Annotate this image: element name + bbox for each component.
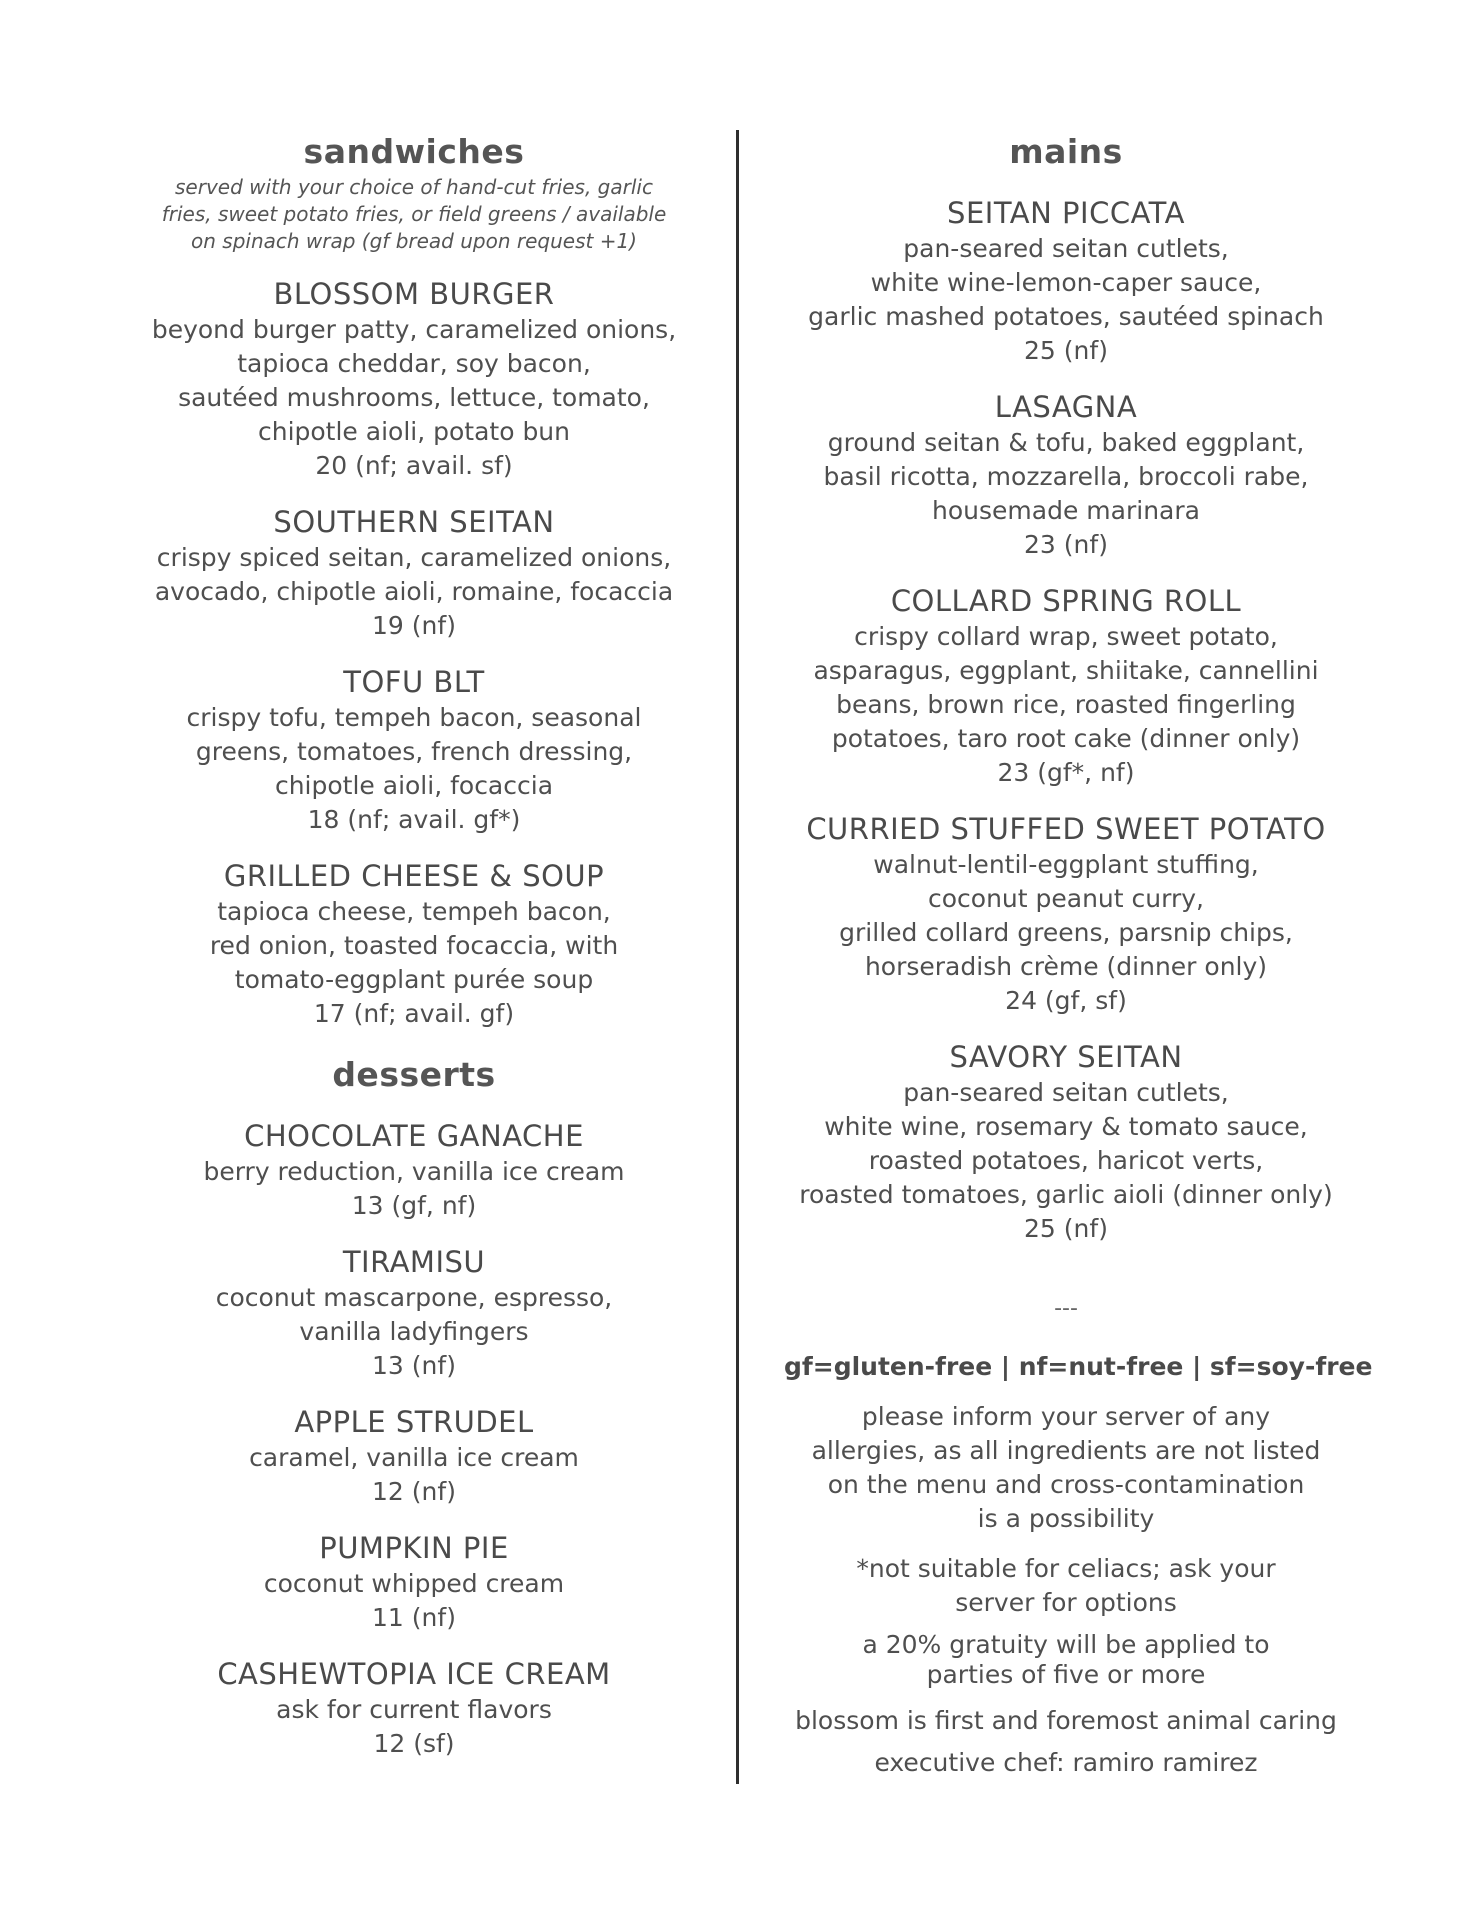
menu-item-name: TIRAMISU: [342, 1245, 486, 1279]
sandwiches-title: sandwiches: [303, 132, 525, 171]
menu-item-name: COLLARD SPRING ROLL: [890, 584, 1242, 618]
menu-item-description: walnut-lentil-eggplant stuffing, coconut peanut curry, grilled collard greens, parsnip chips, horseradish crème (dinner only): [839, 850, 1293, 981]
desserts-list: [120, 1117, 708, 1761]
mains-list: [784, 194, 1348, 1246]
menu-item-name: SEITAN PICCATA: [947, 196, 1185, 230]
menu-item: [784, 194, 1348, 368]
right-column: [784, 130, 1373, 1780]
separator: ---: [1054, 1296, 1078, 1321]
menu-item-price: 19 (nf): [372, 611, 456, 640]
diet-legend: gf=gluten-free | nf=nut-free | sf=soy-free: [784, 1352, 1373, 1381]
menu-item-price: 25 (nf): [1024, 1214, 1108, 1243]
chef-credit: executive chef: ramiro ramirez: [874, 1748, 1258, 1777]
menu-item-name: LASAGNA: [994, 390, 1138, 424]
menu-item-price: 18 (nf; avail. gf*): [307, 805, 521, 834]
menu-item: [120, 1655, 708, 1761]
menu-item: [784, 810, 1348, 1018]
menu-item-price: 13 (nf): [372, 1351, 456, 1380]
menu-item-price: 12 (nf): [372, 1477, 456, 1506]
menu-item-price: 24 (gf, sf): [1005, 986, 1127, 1015]
menu-item-price: 23 (gf*, nf): [997, 758, 1135, 787]
menu-item-name: APPLE STRUDEL: [294, 1405, 534, 1439]
menu-item-price: 11 (nf): [372, 1603, 456, 1632]
menu-item-description: crispy collard wrap, sweet potato, asparagus, eggplant, shiitake, cannellini beans, brown rice, roasted fingerling potatoes, taro root cake (dinner only): [813, 622, 1319, 753]
menu-item-description: pan-seared seitan cutlets, white wine-lemon-caper sauce, garlic mashed potatoes, sautéed spinach: [808, 234, 1324, 331]
menu-item: [784, 582, 1348, 790]
menu-item: [784, 388, 1348, 562]
gratuity-note: a 20% gratuity will be applied to parties of five or more: [862, 1630, 1270, 1689]
menu-item-price: 23 (nf): [1024, 530, 1108, 559]
sandwiches-list: [120, 275, 708, 1031]
menu-item: [120, 275, 708, 483]
menu-item-name: CASHEWTOPIA ICE CREAM: [217, 1657, 611, 1691]
menu-item-description: coconut whipped cream: [263, 1569, 565, 1598]
menu-item-description: ask for current flavors: [276, 1695, 552, 1724]
menu-item-price: 20 (nf; avail. sf): [315, 451, 513, 480]
menu-item-name: CURRIED STUFFED SWEET POTATO: [806, 812, 1326, 846]
menu-item-name: TOFU BLT: [343, 665, 485, 699]
menu-item-price: 12 (sf): [373, 1729, 455, 1758]
desserts-title: desserts: [332, 1055, 496, 1094]
menu-item-name: SAVORY SEITAN: [949, 1040, 1183, 1074]
menu-item: [120, 857, 708, 1031]
menu-item-description: ground seitan & tofu, baked eggplant, basil ricotta, mozzarella, broccoli rabe, housemade marinara: [823, 428, 1309, 525]
menu-item-description: tapioca cheese, tempeh bacon, red onion, toasted focaccia, with tomato-eggplant purée soup: [209, 897, 619, 994]
mission-statement: blossom is first and foremost animal caring: [795, 1706, 1337, 1735]
column-divider: [736, 130, 739, 1784]
celiac-note: *not suitable for celiacs; ask your server for options: [856, 1554, 1276, 1617]
menu-item: [120, 1243, 708, 1383]
menu-item-name: PUMPKIN PIE: [319, 1531, 509, 1565]
menu-item-name: CHOCOLATE GANACHE: [244, 1119, 584, 1153]
menu-item: [120, 1403, 708, 1509]
menu-item-name: GRILLED CHEESE & SOUP: [223, 859, 605, 893]
menu-item: [120, 1529, 708, 1635]
menu-item: [784, 1038, 1348, 1246]
menu-item-description: crispy tofu, tempeh bacon, seasonal greens, tomatoes, french dressing, chipotle aioli, focaccia: [186, 703, 642, 800]
menu-item-price: 13 (gf, nf): [351, 1191, 477, 1220]
mains-title: mains: [1009, 132, 1123, 171]
allergy-note: please inform your server of any allergies, as all ingredients are not listed on the menu and cross-contamination is a possibility: [811, 1402, 1321, 1533]
menu-item-price: 17 (nf; avail. gf): [313, 999, 515, 1028]
menu-item-description: caramel, vanilla ice cream: [249, 1443, 579, 1472]
menu-item: [120, 663, 708, 837]
menu-item-name: BLOSSOM BURGER: [273, 277, 555, 311]
menu-item-description: beyond burger patty, caramelized onions, tapioca cheddar, soy bacon, sautéed mushrooms, lettuce, tomato, chipotle aioli, potato bun: [151, 315, 677, 446]
menu-item-description: crispy spiced seitan, caramelized onions, avocado, chipotle aioli, romaine, focaccia: [154, 543, 674, 606]
menu-item-price: 25 (nf): [1024, 336, 1108, 365]
menu-item-description: pan-seared seitan cutlets, white wine, rosemary & tomato sauce, roasted potatoes, haricot verts, roasted tomatoes, garlic aioli (dinner only): [799, 1078, 1333, 1209]
menu-item: [120, 503, 708, 643]
menu-item-name: SOUTHERN SEITAN: [273, 505, 555, 539]
left-column: [120, 130, 708, 1761]
menu-item-description: coconut mascarpone, espresso, vanilla ladyfingers: [215, 1283, 613, 1346]
sandwiches-note: served with your choice of hand-cut fries, garlic fries, sweet potato fries, or field greens / available on spinach wrap (gf bread upon request +1): [161, 175, 667, 253]
menu-item-description: berry reduction, vanilla ice cream: [203, 1157, 625, 1186]
menu-item: [120, 1117, 708, 1223]
